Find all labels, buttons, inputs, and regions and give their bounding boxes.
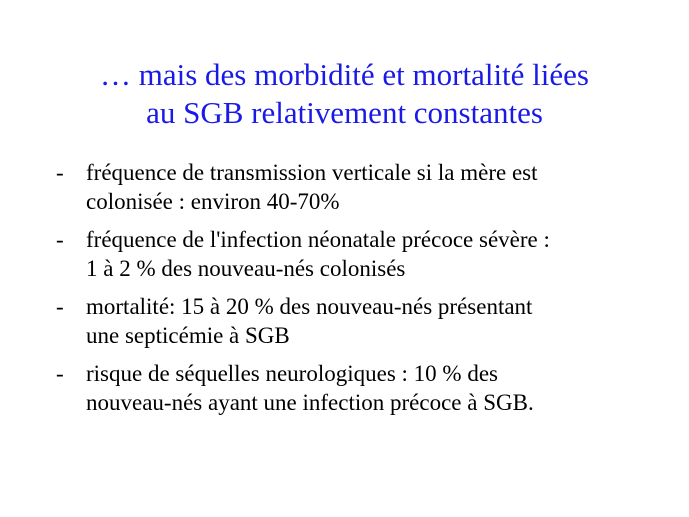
bullet-text-line: une septicémie à SGB — [86, 323, 290, 348]
bullet-marker: - — [56, 160, 64, 185]
bullet-marker: - — [56, 227, 64, 252]
bullet-text-line: risque de séquelles neurologiques : 10 % des — [86, 361, 498, 386]
slide-title — [0, 56, 689, 132]
bullet-text-line: nouveau-nés ayant une infection précoce à SGB. — [86, 390, 534, 415]
bullet-marker: - — [56, 294, 64, 319]
bullet-item-infection — [56, 225, 656, 283]
bullet-item-mortality — [56, 292, 656, 350]
bullet-text-line: mortalité: 15 à 20 % des nouveau-nés présentant — [86, 294, 533, 319]
bullet-marker: - — [56, 361, 64, 386]
bullet-text-line: fréquence de l'infection néonatale précoce sévère : — [86, 227, 550, 252]
bullet-list — [56, 158, 656, 426]
bullet-text-line: 1 à 2 % des nouveau-nés colonisés — [86, 256, 406, 281]
title-line-2: au SGB relativement constantes — [146, 95, 543, 130]
bullet-text-line: colonisée : environ 40-70% — [86, 189, 340, 214]
bullet-item-transmission — [56, 158, 656, 216]
title-line-1: … mais des morbidité et mortalité liées — [100, 57, 589, 92]
bullet-item-sequelae — [56, 359, 656, 417]
bullet-text-line: fréquence de transmission verticale si la mère est — [86, 160, 538, 185]
